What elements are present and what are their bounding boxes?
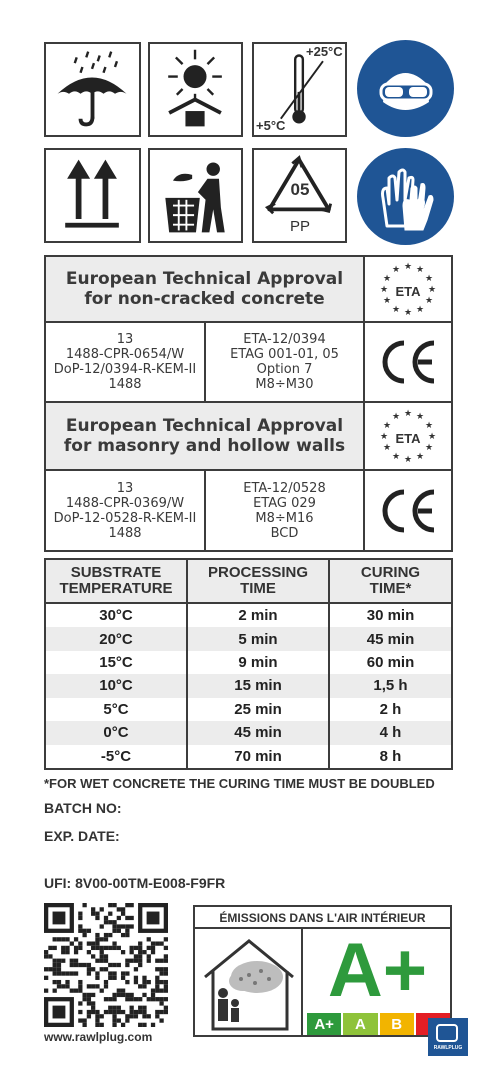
svg-text:★: ★ <box>391 452 401 462</box>
svg-text:★: ★ <box>427 285 437 295</box>
code-line: DoP-12-0528-R-KEM-II <box>53 510 197 526</box>
svg-text:★: ★ <box>424 274 434 284</box>
table-row: -5°C 70 min 8 h <box>45 745 452 769</box>
header-curing-time: CURING TIME* <box>329 559 452 603</box>
svg-text:★: ★ <box>391 305 401 315</box>
approval-codes-right-2 <box>206 471 365 550</box>
code-line: 13 <box>116 332 134 347</box>
code-line: ETA-12/0394 <box>243 332 326 347</box>
website-link[interactable]: www.rawlplug.com <box>44 1030 153 1044</box>
grade-b: B <box>380 1013 414 1035</box>
recycle-code: 05 <box>290 180 310 199</box>
code-line: Option 7 <box>256 362 313 377</box>
temp-min-label: +5°C <box>256 118 286 133</box>
grade-a: A <box>343 1013 377 1035</box>
house-air-icon <box>195 929 303 1035</box>
approval-codes-left-1 <box>46 323 206 403</box>
svg-text:★: ★ <box>424 296 434 306</box>
header-processing-time: PROCESSING TIME <box>187 559 329 603</box>
svg-text:★: ★ <box>415 265 425 275</box>
eta-label-1: ETA <box>395 284 421 299</box>
code-line: 1488 <box>108 525 142 541</box>
ce-mark-icon <box>376 486 440 536</box>
svg-text:★: ★ <box>424 443 434 453</box>
approval-codes-right-1 <box>206 323 365 403</box>
this-way-up-icon <box>44 148 141 243</box>
table-row: 0°C 45 min 4 h <box>45 721 452 744</box>
safety-goggles-icon <box>357 40 454 137</box>
approval-codes-left-2 <box>46 471 206 550</box>
approval-title-2 <box>46 403 365 471</box>
code-line: ETA-12/0528 <box>243 480 326 496</box>
table-row: 20°C 5 min 45 min <box>45 627 452 650</box>
temp-max-label: +25°C <box>306 44 343 59</box>
table-row: 30°C 2 min 30 min <box>45 603 452 627</box>
code-line: ETAG 001-01, 05 <box>230 347 339 362</box>
svg-text:★: ★ <box>424 421 434 431</box>
code-line: DoP-12/0394-R-KEM-II <box>53 362 197 377</box>
ce-mark-1 <box>365 323 451 403</box>
approval-title-1-line1: European Technical Approval <box>65 269 344 289</box>
qr-code-icon <box>44 903 168 1027</box>
approval-title-2-line1: European Technical Approval <box>65 416 344 436</box>
approval-title-1 <box>46 257 365 323</box>
svg-text:★: ★ <box>427 432 437 442</box>
logo-text: RAWLPLUG <box>433 1045 463 1051</box>
sun-heat-house-icon <box>148 42 243 137</box>
svg-text:★: ★ <box>403 409 413 419</box>
code-line: 13 <box>116 480 134 496</box>
svg-text:★: ★ <box>382 296 392 306</box>
code-line: M8÷M30 <box>255 377 314 392</box>
svg-text:★: ★ <box>382 421 392 431</box>
eta-stars-icon <box>375 406 441 466</box>
svg-text:★: ★ <box>403 455 413 465</box>
grade-a-plus: A+ <box>307 1013 341 1035</box>
eta-mark-1 <box>365 257 451 323</box>
eta-label-2: ETA <box>395 431 421 446</box>
ce-mark-icon <box>376 337 440 387</box>
svg-text:★: ★ <box>382 443 392 453</box>
emission-rating: A+ <box>327 927 428 1013</box>
svg-text:★: ★ <box>379 285 389 295</box>
svg-text:★: ★ <box>379 432 389 442</box>
rawlplug-logo <box>428 1018 468 1056</box>
recycle-material: PP <box>289 218 310 235</box>
exp-date-label: EXP. DATE: <box>44 828 120 844</box>
umbrella-rain-icon <box>44 42 141 137</box>
svg-text:★: ★ <box>391 412 401 422</box>
curing-table <box>44 558 453 770</box>
code-line: 1488-CPR-0369/W <box>65 495 185 511</box>
svg-text:★: ★ <box>403 308 413 318</box>
table-row: 10°C 15 min 1,5 h <box>45 674 452 697</box>
ufi-code: UFI: 8V00-00TM-E008-F9FR <box>44 875 226 891</box>
eta-mark-2 <box>365 403 451 471</box>
svg-text:★: ★ <box>391 265 401 275</box>
svg-text:★: ★ <box>415 412 425 422</box>
svg-text:★: ★ <box>415 452 425 462</box>
header-substrate-temperature: SUBSTRATE TEMPERATURE <box>45 559 187 603</box>
no-litter-bin-icon <box>148 148 243 243</box>
ce-mark-2 <box>365 471 451 550</box>
table-row: 15°C 9 min 60 min <box>45 651 452 674</box>
eta-stars-icon <box>375 259 441 319</box>
code-line: ETAG 029 <box>253 495 316 511</box>
emissions-title: ÉMISSIONS DANS L'AIR INTÉRIEUR <box>195 909 450 929</box>
logo-mark-icon <box>436 1024 458 1042</box>
code-line: BCD <box>270 525 299 541</box>
svg-text:★: ★ <box>415 305 425 315</box>
batch-label: BATCH NO: <box>44 800 122 816</box>
approval-title-1-line2: for non-cracked concrete <box>84 289 325 309</box>
qr-code <box>44 903 168 1027</box>
code-line: 1488-CPR-0654/W <box>65 347 185 362</box>
emissions-label <box>193 905 452 1037</box>
approval-title-2-line2: for masonry and hollow walls <box>63 436 346 456</box>
code-line: M8÷M16 <box>255 510 314 526</box>
footnote: *FOR WET CONCRETE THE CURING TIME MUST BE DOUBLED <box>44 776 435 791</box>
protective-gloves-icon <box>357 148 454 245</box>
table-row: 5°C 25 min 2 h <box>45 698 452 721</box>
svg-text:★: ★ <box>403 262 413 272</box>
code-line: 1488 <box>108 377 142 392</box>
svg-text:★: ★ <box>382 274 392 284</box>
